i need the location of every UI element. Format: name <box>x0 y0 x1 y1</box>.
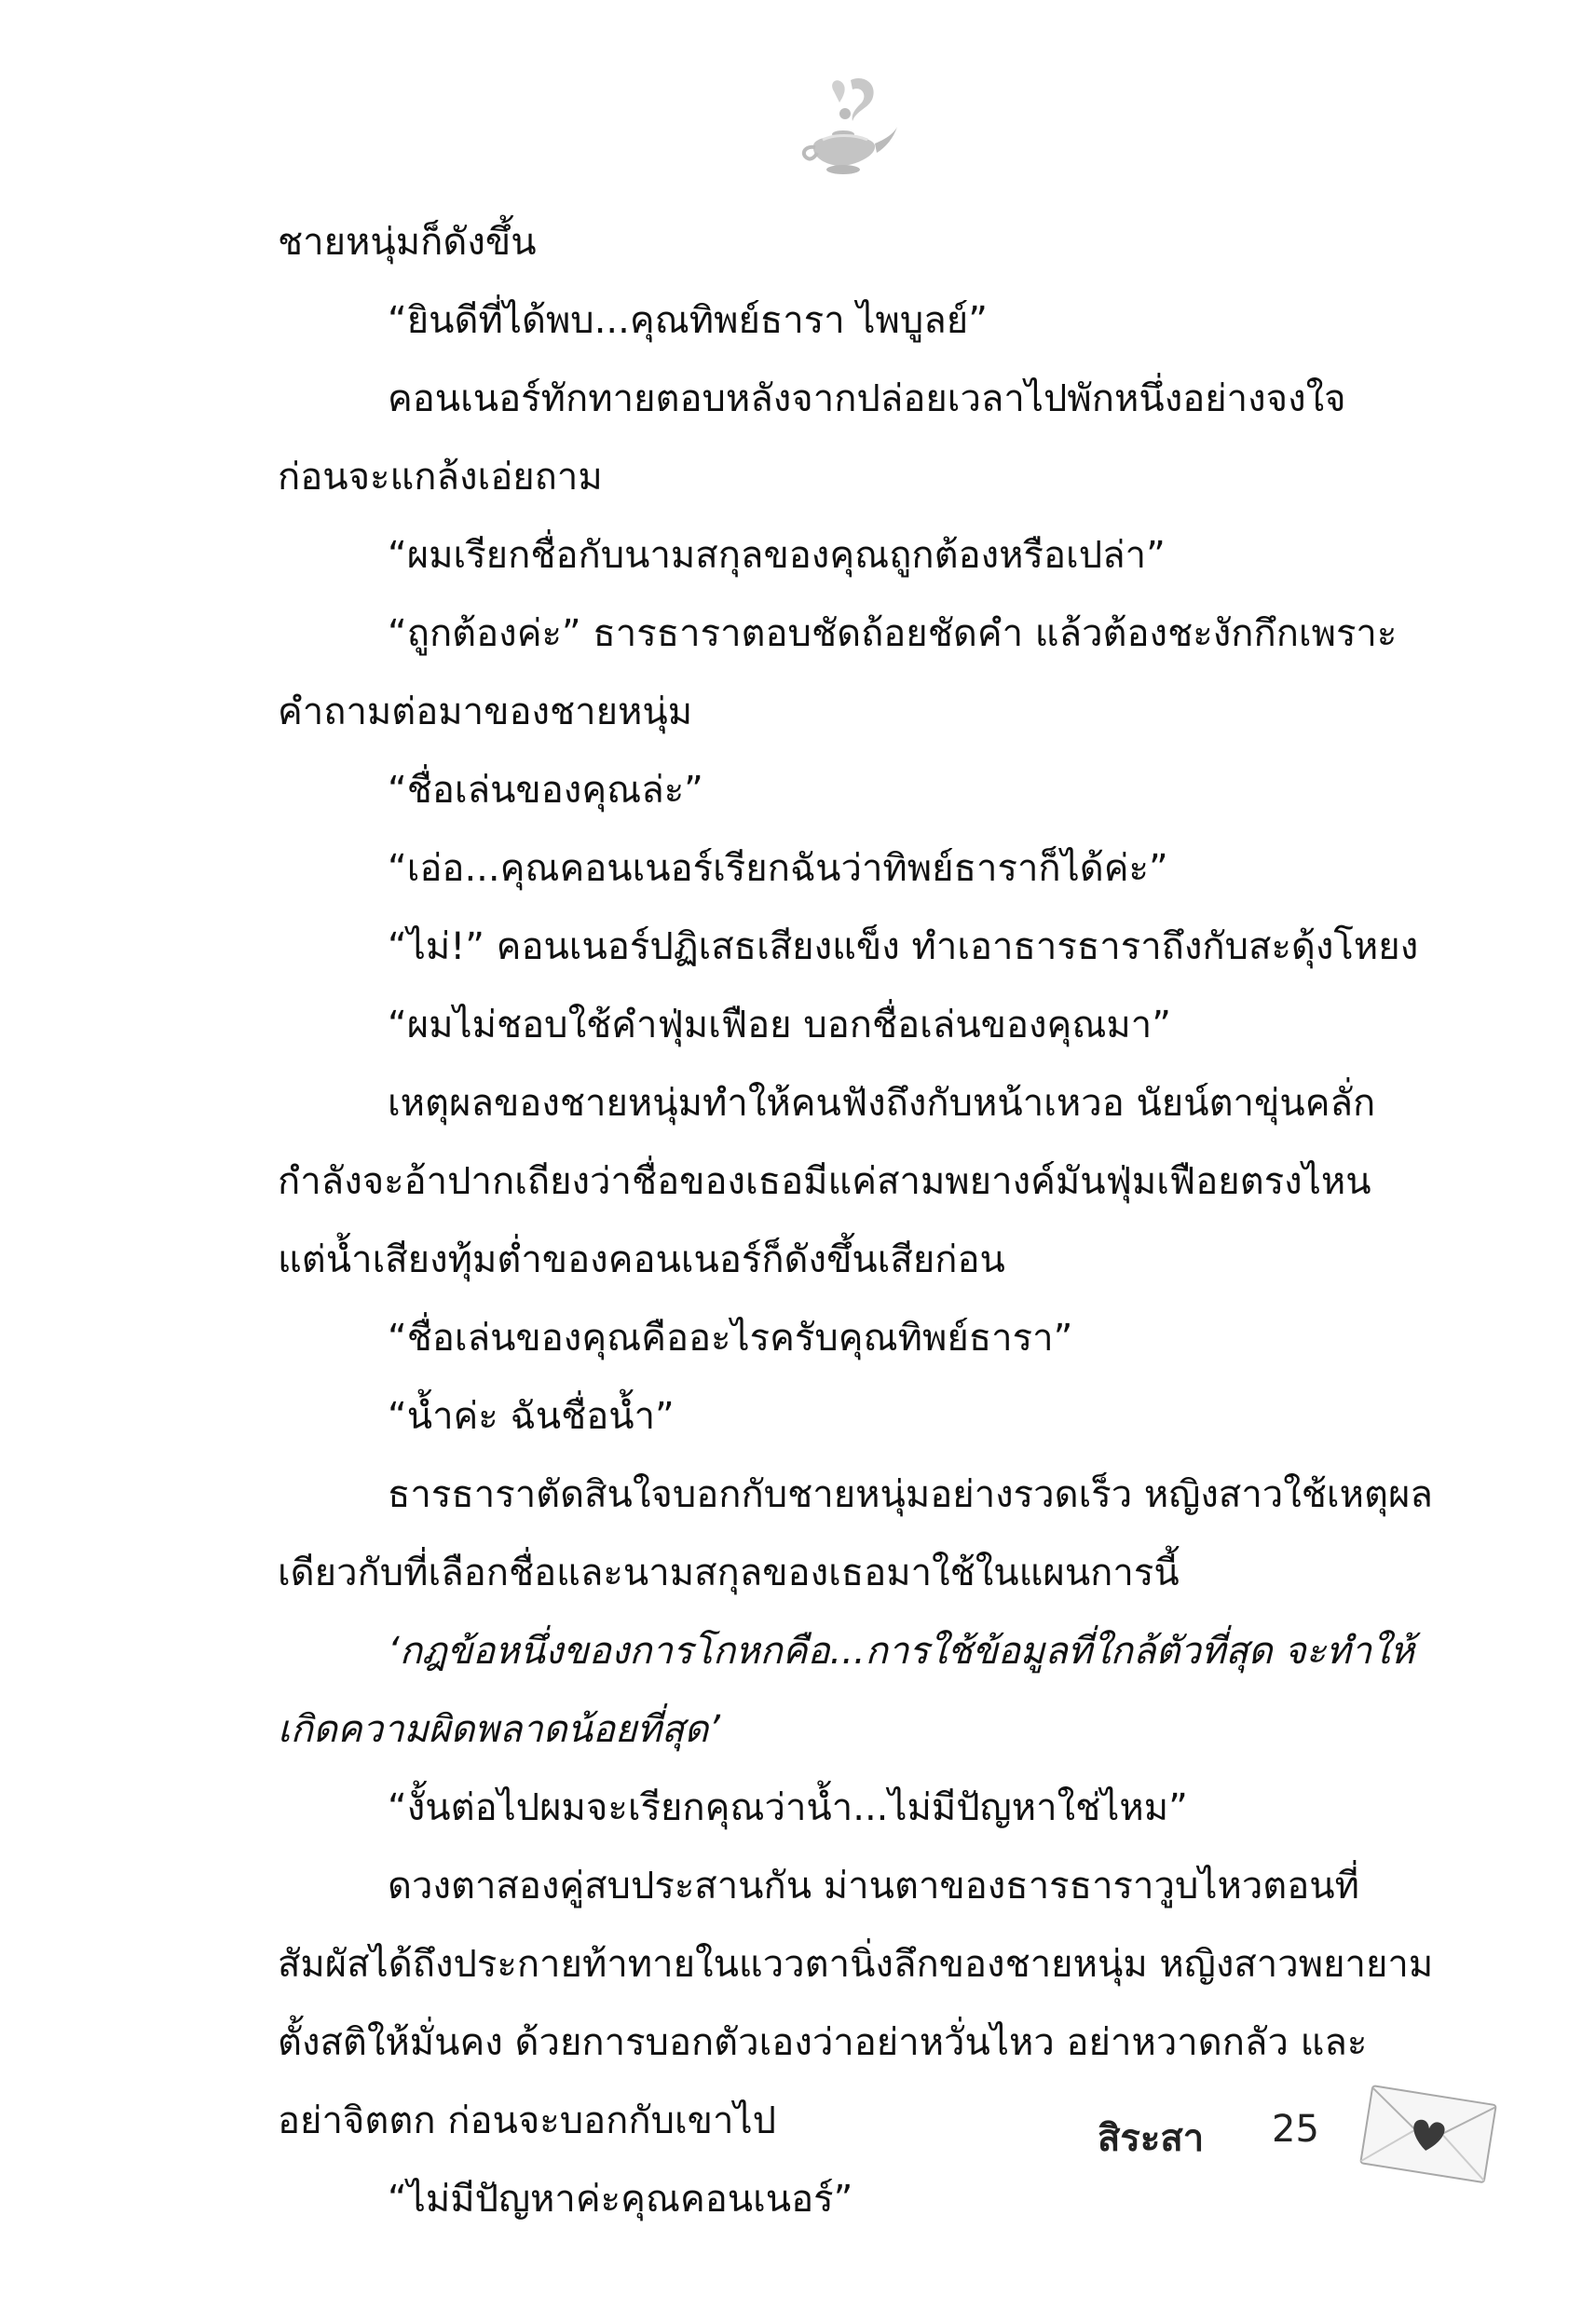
text-line: “ยินดีที่ได้พบ...คุณทิพย์ธารา ไพบูลย์” <box>388 299 988 342</box>
chapter-body-text <box>278 203 1433 2238</box>
text-line: คอนเนอร์ทักทายตอบหลังจากปล่อยเวลาไปพักหนึ่งอย่างจงใจ <box>388 377 1346 420</box>
text-line: “ผมไม่ชอบใช้คำฟุ่มเฟือย บอกชื่อเล่นของคุณมา” <box>388 1004 1171 1046</box>
page-number: 25 <box>1272 2108 1319 2151</box>
text-line: “ไม่มีปัญหาค่ะคุณคอนเนอร์” <box>388 2178 853 2221</box>
text-line: เกิดความผิดพลาดน้อยที่สุด’ <box>278 1708 720 1751</box>
text-line: “น้ำค่ะ ฉันชื่อน้ำ” <box>388 1395 675 1438</box>
text-line: กำลังจะอ้าปากเถียงว่าชื่อของเธอมีแค่สามพยางค์มันฟุ่มเฟือยตรงไหน <box>278 1160 1371 1203</box>
text-line: เหตุผลของชายหนุ่มทำให้คนฟังถึงกับหน้าเหวอ นัยน์ตาขุ่นคลั่ก <box>388 1082 1376 1125</box>
text-line: อย่าจิตตก ก่อนจะบอกกับเขาไป <box>278 2099 776 2142</box>
text-line: “งั้นต่อไปผมจะเรียกคุณว่าน้ำ...ไม่มีปัญหาใช่ไหม” <box>388 1786 1188 1829</box>
text-line: “ชื่อเล่นของคุณล่ะ” <box>388 769 703 812</box>
text-line: “ผมเรียกชื่อกับนามสกุลของคุณถูกต้องหรือเปล่า” <box>388 534 1166 577</box>
text-line: ดวงตาสองคู่สบประสานกัน ม่านตาของธารธาราวูบไหวตอนที่ <box>388 1865 1359 1908</box>
text-line: คำถามต่อมาของชายหนุ่ม <box>278 691 693 733</box>
text-line: ชายหนุ่มก็ดังขึ้น <box>278 221 537 264</box>
book-title: สิระสา <box>1098 2117 1205 2160</box>
text-line: “ไม่!” คอนเนอร์ปฏิเสธเสียงแข็ง ทำเอาธารธาราถึงกับสะดุ้งโหยง <box>388 925 1419 968</box>
text-line: “ชื่อเล่นของคุณคืออะไรครับคุณทิพย์ธารา” <box>388 1317 1073 1360</box>
text-line: ตั้งสติให้มั่นคง ด้วยการบอกตัวเองว่าอย่าหวั่นไหว อย่าหวาดกลัว และ <box>278 2021 1368 2064</box>
text-line: “เอ่อ...คุณคอนเนอร์เรียกฉันว่าทิพย์ธาราก็ได้ค่ะ” <box>388 847 1168 890</box>
text-line: แต่น้ำเสียงทุ้มต่ำของคอนเนอร์ก็ดังขึ้นเสียก่อน <box>278 1238 1005 1281</box>
text-line: “ถูกต้องค่ะ” ธารธาราตอบชัดถ้อยชัดคำ แล้วต้องชะงักกึกเพราะ <box>388 612 1398 655</box>
text-line: สัมผัสได้ถึงประกายท้าทายในแววตานิ่งลึกของชายหนุ่ม หญิงสาวพยายาม <box>278 1943 1433 1986</box>
text-line: เดียวกับที่เลือกชื่อและนามสกุลของเธอมาใช้ในแผนการนี้ <box>278 1552 1180 1594</box>
heart-envelope-icon <box>1353 2080 1502 2188</box>
magic-lamp-icon <box>797 73 899 185</box>
text-line: ‘กฎข้อหนึ่งของการโกหกคือ...การใช้ข้อมูลที่ใกล้ตัวที่สุด จะทำให้ <box>388 1630 1414 1673</box>
text-line: ก่อนจะแกล้งเอ่ยถาม <box>278 456 603 499</box>
text-line: ธารธาราตัดสินใจบอกกับชายหนุ่มอย่างรวดเร็ว หญิงสาวใช้เหตุผล <box>388 1473 1433 1516</box>
